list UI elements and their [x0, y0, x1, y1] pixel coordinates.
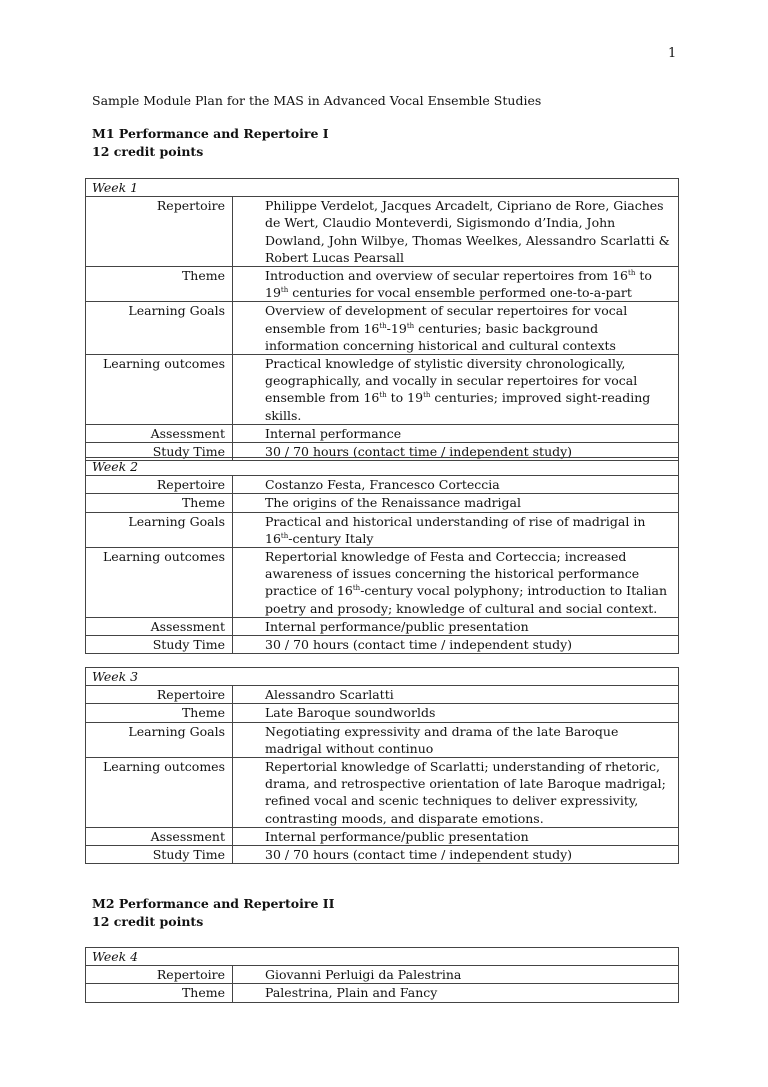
learning-goals-value: Overview of development of secular repertoires for vocal ensemble from 16th-19th centuries; basic background information concerning historical and cultural contexts: [233, 302, 679, 355]
table-row: [86, 424, 679, 442]
assessment-value: Internal performance/public presentation: [233, 617, 679, 635]
week-header-row: [86, 179, 679, 197]
week-label: Week 1: [86, 179, 679, 197]
field-label: Repertoire: [86, 476, 233, 494]
week-table: [85, 667, 679, 864]
theme-value: Palestrina, Plain and Fancy: [233, 984, 679, 1002]
field-label: Study Time: [86, 846, 233, 864]
learning-goals-value: Negotiating expressivity and drama of the late Baroque madrigal without continuo: [233, 722, 679, 757]
page-number: 1: [668, 46, 677, 61]
table-row: [86, 966, 679, 984]
module-heading: [92, 895, 334, 931]
field-label: Learning Goals: [86, 722, 233, 757]
table-row: [86, 617, 679, 635]
repertoire-value: Alessandro Scarlatti: [233, 686, 679, 704]
table-row: [86, 512, 679, 547]
assessment-value: Internal performance: [233, 424, 679, 442]
field-label: Assessment: [86, 424, 233, 442]
week-header-row: [86, 668, 679, 686]
week-header-row: [86, 458, 679, 476]
field-label: Assessment: [86, 827, 233, 845]
table-row: [86, 197, 679, 267]
table-row: [86, 846, 679, 864]
table-row: [86, 267, 679, 302]
study-time-value: 30 / 70 hours (contact time / independent study): [233, 846, 679, 864]
assessment-value: Internal performance/public presentation: [233, 827, 679, 845]
repertoire-value: Philippe Verdelot, Jacques Arcadelt, Cipriano de Rore, Giaches de Wert, Claudio Monteverdi, Sigismondo d’India, John Dowland, John Wilbye, Thomas Weelkes, Alessandro Scarlatti & Robert Lucas Pearsall: [233, 197, 679, 267]
field-label: Learning outcomes: [86, 548, 233, 618]
field-label: Repertoire: [86, 686, 233, 704]
table-row: [86, 355, 679, 425]
field-label: Learning outcomes: [86, 758, 233, 828]
field-label: Theme: [86, 494, 233, 512]
table-row: [86, 476, 679, 494]
module-credits: 12 credit points: [92, 914, 204, 929]
repertoire-value: Giovanni Perluigi da Palestrina: [233, 966, 679, 984]
document-title: Sample Module Plan for the MAS in Advanced Vocal Ensemble Studies: [92, 93, 542, 108]
table-row: [86, 758, 679, 828]
module-name: M2 Performance and Repertoire II: [92, 896, 335, 911]
field-label: Learning Goals: [86, 302, 233, 355]
module-credits: 12 credit points: [92, 144, 204, 159]
field-label: Assessment: [86, 617, 233, 635]
week-label: Week 4: [86, 948, 679, 966]
learning-outcomes-value: Practical knowledge of stylistic diversity chronologically, geographically, and vocally in secular repertoires for vocal ensemble from 16th to 19th centuries; improved sight-reading skills.: [233, 355, 679, 425]
week-table: [85, 947, 679, 1003]
field-label: Learning outcomes: [86, 355, 233, 425]
table-row: [86, 827, 679, 845]
table-row: [86, 984, 679, 1002]
table-row: [86, 722, 679, 757]
learning-outcomes-value: Repertorial knowledge of Festa and Corteccia; increased awareness of issues concerning the historical performance practice of 16th-century vocal polyphony; introduction to Italian poetry and prosody; knowledge of cultural and social context.: [233, 548, 679, 618]
table-row: [86, 548, 679, 618]
learning-goals-value: Practical and historical understanding of rise of madrigal in 16th-century Italy: [233, 512, 679, 547]
theme-value: Late Baroque soundworlds: [233, 704, 679, 722]
theme-value: The origins of the Renaissance madrigal: [233, 494, 679, 512]
field-label: Study Time: [86, 636, 233, 654]
table-row: [86, 636, 679, 654]
field-label: Learning Goals: [86, 512, 233, 547]
study-time-value: 30 / 70 hours (contact time / independent study): [233, 636, 679, 654]
week-header-row: [86, 948, 679, 966]
week-table: [85, 457, 679, 654]
field-label: Theme: [86, 267, 233, 302]
field-label: Study Time: [86, 443, 233, 461]
week-label: Week 2: [86, 458, 679, 476]
table-row: [86, 686, 679, 704]
module-name: M1 Performance and Repertoire I: [92, 126, 329, 141]
repertoire-value: Costanzo Festa, Francesco Corteccia: [233, 476, 679, 494]
learning-outcomes-value: Repertorial knowledge of Scarlatti; understanding of rhetoric, drama, and retrospective orientation of late Baroque madrigal; refined vocal and scenic techniques to deliver expressivity, contrasting moods, and disparate emotions.: [233, 758, 679, 828]
theme-value: Introduction and overview of secular repertoires from 16th to 19th centuries for vocal ensemble performed one-to-a-part: [233, 267, 679, 302]
field-label: Theme: [86, 984, 233, 1002]
module-heading: [92, 125, 329, 161]
field-label: Repertoire: [86, 966, 233, 984]
field-label: Theme: [86, 704, 233, 722]
table-row: [86, 494, 679, 512]
field-label: Repertoire: [86, 197, 233, 267]
study-time-value: 30 / 70 hours (contact time / independent study): [233, 443, 679, 461]
table-row: [86, 302, 679, 355]
table-row: [86, 704, 679, 722]
week-label: Week 3: [86, 668, 679, 686]
week-table: [85, 178, 679, 461]
